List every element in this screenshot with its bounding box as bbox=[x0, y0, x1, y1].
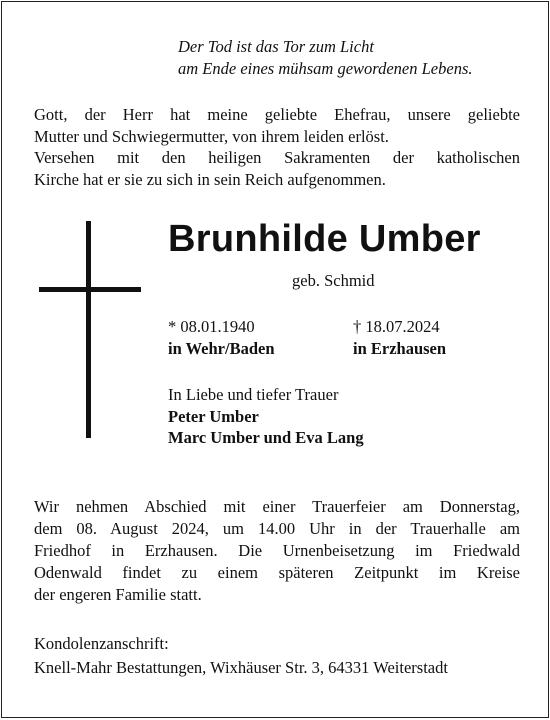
farewell-line: Friedhof in Erzhausen. Die Urnenbeisetzung im Friedwald bbox=[34, 541, 520, 560]
farewell-line: Odenwald findet zu einem späteren Zeitpunkt im Kreise bbox=[34, 563, 520, 582]
motto-line: Der Tod ist das Tor zum Licht bbox=[178, 37, 374, 56]
mourners-intro: In Liebe und tiefer Trauer bbox=[168, 385, 339, 404]
mourner-name: Marc Umber und Eva Lang bbox=[168, 428, 364, 447]
cross-icon bbox=[39, 221, 141, 438]
intro-line: Versehen mit den heiligen Sakramenten der katholischen bbox=[34, 148, 520, 167]
deceased-name: Brunhilde Umber bbox=[168, 218, 481, 260]
condolence-address-block bbox=[34, 632, 520, 680]
cross-horizontal-bar bbox=[39, 287, 141, 292]
condolence-address: Knell-Mahr Bestattungen, Wixhäuser Str. 3, 64331 Weiterstadt bbox=[34, 658, 448, 677]
farewell-line: Wir nehmen Abschied mit einer Trauerfeier am Donnerstag, bbox=[34, 497, 520, 516]
condolence-label: Kondolenzanschrift: bbox=[34, 634, 169, 653]
motto-quote bbox=[178, 36, 473, 80]
death-date: † 18.07.2024 bbox=[353, 317, 440, 336]
intro-line: Kirche hat er sie zu sich in sein Reich aufgenommen. bbox=[34, 169, 386, 189]
cross-vertical-bar bbox=[86, 221, 91, 438]
intro-text bbox=[34, 104, 520, 190]
intro-line: Mutter und Schwiegermutter, von ihrem leiden erlöst. bbox=[34, 126, 389, 146]
birth-date: * 08.01.1940 bbox=[168, 317, 255, 336]
birth-info bbox=[168, 316, 275, 360]
mourners-block bbox=[168, 384, 364, 449]
death-info bbox=[353, 316, 446, 360]
death-place: in Erzhausen bbox=[353, 339, 447, 358]
birth-place: in Wehr/Baden bbox=[168, 339, 275, 358]
maiden-name: geb. Schmid bbox=[292, 271, 375, 290]
farewell-text bbox=[34, 496, 520, 606]
motto-line: am Ende eines mühsam gewordenen Lebens. bbox=[178, 59, 473, 78]
mourner-name: Peter Umber bbox=[168, 406, 259, 426]
farewell-line: dem 08. August 2024, um 14.00 Uhr in der Trauerhalle am bbox=[34, 519, 520, 538]
farewell-line: der engeren Familie statt. bbox=[34, 585, 202, 604]
obituary-notice bbox=[1, 1, 549, 718]
intro-line: Gott, der Herr hat meine geliebte Ehefrau, unsere geliebte bbox=[34, 105, 520, 124]
